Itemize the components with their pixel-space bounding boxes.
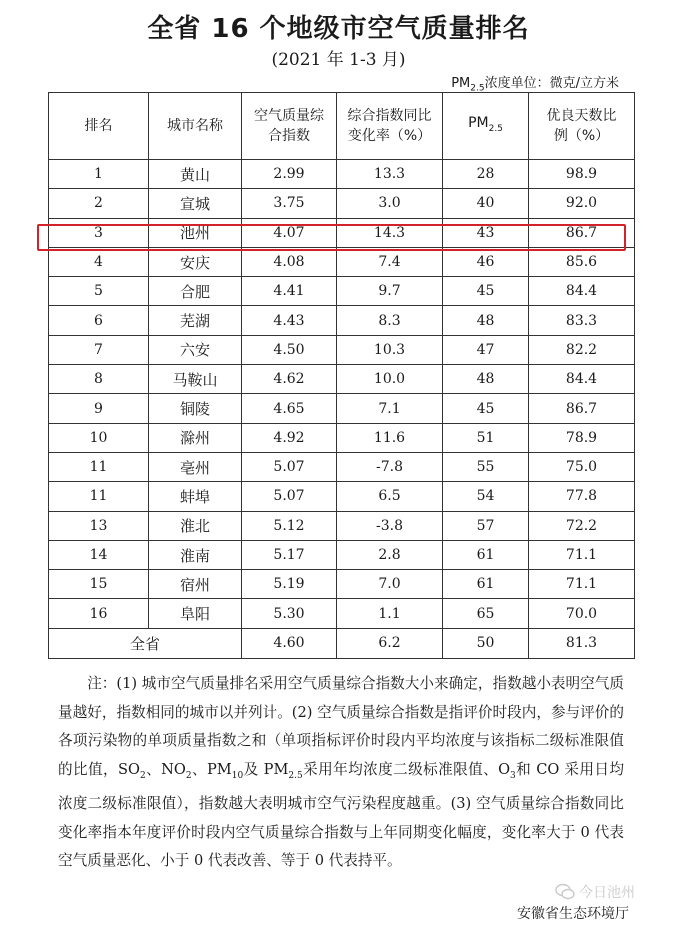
cell-pm25: 45 xyxy=(443,277,529,306)
cell-pm25: 48 xyxy=(443,306,529,335)
cell-index: 4.62 xyxy=(242,365,337,394)
cell-rank: 5 xyxy=(49,277,149,306)
cell-rank: 4 xyxy=(49,247,149,276)
cell-pm25: 40 xyxy=(443,189,529,218)
cell-index: 4.65 xyxy=(242,394,337,423)
cell-city: 芜湖 xyxy=(149,306,242,335)
cell-good: 86.7 xyxy=(529,394,635,423)
cell-change: 6.5 xyxy=(337,482,443,511)
cell-city: 宣城 xyxy=(149,189,242,218)
table-row xyxy=(49,160,635,189)
header-index-line2: 合指数 xyxy=(268,128,310,144)
cell-city: 淮北 xyxy=(149,511,242,540)
cell-pm25: 43 xyxy=(443,218,529,247)
cell-change: 2.8 xyxy=(337,540,443,569)
cell-rank: 15 xyxy=(49,570,149,599)
cell-rank: 10 xyxy=(49,423,149,452)
cell-good: 75.0 xyxy=(529,452,635,481)
cell-index: 5.30 xyxy=(242,599,337,628)
cell-good: 70.0 xyxy=(529,599,635,628)
cell-total-good: 81.3 xyxy=(529,628,635,658)
note-so2: SO xyxy=(117,760,140,778)
unit-text: 浓度单位：微克/立方米 xyxy=(484,76,619,91)
cell-index: 2.99 xyxy=(242,160,337,189)
cell-rank: 11 xyxy=(49,452,149,481)
header-rank: 排名 xyxy=(49,93,149,160)
cell-city: 蚌埠 xyxy=(149,482,242,511)
issuing-agency: 安徽省生态环境厅 xyxy=(517,906,629,922)
cell-change: 7.4 xyxy=(337,247,443,276)
cell-index: 4.43 xyxy=(242,306,337,335)
header-pm-sub: 2.5 xyxy=(488,123,503,134)
header-index-line1: 空气质量综 xyxy=(254,108,324,124)
cell-change: -3.8 xyxy=(337,511,443,540)
cell-city: 池州 xyxy=(149,218,242,247)
note-o3: O xyxy=(498,760,511,778)
cell-index: 5.07 xyxy=(242,482,337,511)
unit-pm-sub: 2.5 xyxy=(470,83,485,94)
table-row xyxy=(49,570,635,599)
cell-city: 六安 xyxy=(149,335,242,364)
cell-change: 8.3 xyxy=(337,306,443,335)
cell-good: 84.4 xyxy=(529,365,635,394)
header-good-line2: 例（%） xyxy=(553,128,610,144)
cell-rank: 3 xyxy=(49,218,149,247)
cell-rank: 13 xyxy=(49,511,149,540)
cell-change: 13.3 xyxy=(337,160,443,189)
cell-city: 马鞍山 xyxy=(149,365,242,394)
cell-pm25: 28 xyxy=(443,160,529,189)
cell-total-label: 全省 xyxy=(49,628,242,658)
header-index xyxy=(242,93,337,160)
table-row xyxy=(49,394,635,423)
cell-good: 98.9 xyxy=(529,160,635,189)
cell-pm25: 54 xyxy=(443,482,529,511)
header-pm25 xyxy=(443,93,529,160)
cell-change: 7.1 xyxy=(337,394,443,423)
cell-good: 84.4 xyxy=(529,277,635,306)
cell-change: 9.7 xyxy=(337,277,443,306)
note-o3-sub: 3 xyxy=(510,770,516,781)
cell-pm25: 55 xyxy=(443,452,529,481)
cell-change: -7.8 xyxy=(337,452,443,481)
cell-pm25: 57 xyxy=(443,511,529,540)
table-row xyxy=(49,452,635,481)
cell-pm25: 65 xyxy=(443,599,529,628)
cell-pm25: 61 xyxy=(443,570,529,599)
note-pm10: PM xyxy=(206,760,232,778)
cell-rank: 11 xyxy=(49,482,149,511)
table-row xyxy=(49,540,635,569)
cell-rank: 1 xyxy=(49,160,149,189)
cell-index: 5.07 xyxy=(242,452,337,481)
cell-index: 4.07 xyxy=(242,218,337,247)
cell-rank: 2 xyxy=(49,189,149,218)
cell-city: 阜阳 xyxy=(149,599,242,628)
cell-change: 14.3 xyxy=(337,218,443,247)
note-sep1: 、 xyxy=(145,760,162,778)
cell-change: 1.1 xyxy=(337,599,443,628)
header-pm: PM xyxy=(468,115,489,132)
table-row xyxy=(49,335,635,364)
unit-pm: PM xyxy=(451,76,471,91)
cell-rank: 14 xyxy=(49,540,149,569)
note-part3: 和 CO 采用日均浓度二级标准限值），指数越大表明城市空气污染程度越重。(3) 空气质量综合指数同比变化率指本年度评价时段内空气质量综合指数与上年同期变化幅度，变化率大于 0 代表空气质量恶化、小于 0 代表改善、等于 0 代表持平。 xyxy=(58,760,624,870)
cell-good: 83.3 xyxy=(529,306,635,335)
cell-index: 4.92 xyxy=(242,423,337,452)
cell-change: 10.0 xyxy=(337,365,443,394)
cell-index: 4.41 xyxy=(242,277,337,306)
cell-total-index: 4.60 xyxy=(242,628,337,658)
cell-change: 11.6 xyxy=(337,423,443,452)
note-and1: 及 xyxy=(243,760,264,778)
cell-city: 淮南 xyxy=(149,540,242,569)
note-pm10-sub: 10 xyxy=(231,770,244,781)
cell-pm25: 47 xyxy=(443,335,529,364)
cell-city: 宿州 xyxy=(149,570,242,599)
cell-good: 92.0 xyxy=(529,189,635,218)
footnote xyxy=(58,670,624,876)
header-change-line2: 变化率（%） xyxy=(347,128,432,144)
header-good-days xyxy=(529,93,635,160)
cell-change: 10.3 xyxy=(337,335,443,364)
cell-city: 亳州 xyxy=(149,452,242,481)
table-row xyxy=(49,306,635,335)
cell-good: 85.6 xyxy=(529,247,635,276)
cell-index: 4.08 xyxy=(242,247,337,276)
table-row xyxy=(49,482,635,511)
chizhou-highlight-box xyxy=(37,224,626,251)
cell-pm25: 48 xyxy=(443,365,529,394)
table-total-row xyxy=(49,628,635,658)
cell-rank: 16 xyxy=(49,599,149,628)
cell-pm25: 45 xyxy=(443,394,529,423)
header-city: 城市名称 xyxy=(149,93,242,160)
table-row xyxy=(49,247,635,276)
cell-index: 4.50 xyxy=(242,335,337,364)
cell-good: 82.2 xyxy=(529,335,635,364)
header-change xyxy=(337,93,443,160)
note-part1: 注：(1) 城市空气质量排名采用空气质量综合指数大小来确定，指数越小表明空气质量越好，指数相同的城市以并列计。(2) 空气质量综合指数是指评价时段内，参与评价的各项污染物的单项质量指数之和（单项指标评价时段内平均浓度与该指标二级标准限值的比值， xyxy=(58,675,624,778)
table-header-row xyxy=(49,93,635,160)
cell-good: 72.2 xyxy=(529,511,635,540)
cell-city: 合肥 xyxy=(149,277,242,306)
table-row xyxy=(49,599,635,628)
cell-pm25: 61 xyxy=(443,540,529,569)
watermark xyxy=(555,882,635,902)
cell-pm25: 51 xyxy=(443,423,529,452)
table-row xyxy=(49,365,635,394)
note-pm25: PM xyxy=(263,760,289,778)
cell-change: 7.0 xyxy=(337,570,443,599)
cell-change: 3.0 xyxy=(337,189,443,218)
cell-rank: 7 xyxy=(49,335,149,364)
wechat-logo-icon xyxy=(555,883,575,901)
note-part2: 采用年均浓度二级标准限值、 xyxy=(302,760,499,778)
ranking-table xyxy=(48,92,635,659)
header-change-line1: 综合指数同比 xyxy=(347,108,432,124)
note-so2-sub: 2 xyxy=(139,770,146,781)
table-row xyxy=(49,189,635,218)
cell-good: 86.7 xyxy=(529,218,635,247)
cell-index: 5.12 xyxy=(242,511,337,540)
cell-rank: 9 xyxy=(49,394,149,423)
cell-city: 黄山 xyxy=(149,160,242,189)
cell-good: 71.1 xyxy=(529,570,635,599)
cell-pm25: 46 xyxy=(443,247,529,276)
cell-total-change: 6.2 xyxy=(337,628,443,658)
cell-city: 安庆 xyxy=(149,247,242,276)
cell-rank: 8 xyxy=(49,365,149,394)
watermark-text: 今日池州 xyxy=(579,885,635,901)
document-subtitle: (2021 年 1-3 月) xyxy=(271,50,406,70)
cell-total-pm25: 50 xyxy=(443,628,529,658)
header-good-line1: 优良天数比 xyxy=(546,108,617,124)
cell-city: 铜陵 xyxy=(149,394,242,423)
table-row xyxy=(49,423,635,452)
table-row xyxy=(49,511,635,540)
cell-good: 78.9 xyxy=(529,423,635,452)
note-no2: NO xyxy=(161,760,186,778)
table-row xyxy=(49,277,635,306)
cell-good: 77.8 xyxy=(529,482,635,511)
cell-good: 71.1 xyxy=(529,540,635,569)
note-no2-sub: 2 xyxy=(185,770,192,781)
document-title: 全省 16 个地级市空气质量排名 xyxy=(147,14,530,44)
cell-index: 5.19 xyxy=(242,570,337,599)
cell-index: 3.75 xyxy=(242,189,337,218)
unit-label xyxy=(451,72,619,94)
footnote-paragraph xyxy=(58,670,624,876)
cell-rank: 6 xyxy=(49,306,149,335)
note-pm25-sub: 2.5 xyxy=(288,770,303,781)
cell-index: 5.17 xyxy=(242,540,337,569)
cell-city: 滁州 xyxy=(149,423,242,452)
note-sep2: 、 xyxy=(191,760,207,778)
